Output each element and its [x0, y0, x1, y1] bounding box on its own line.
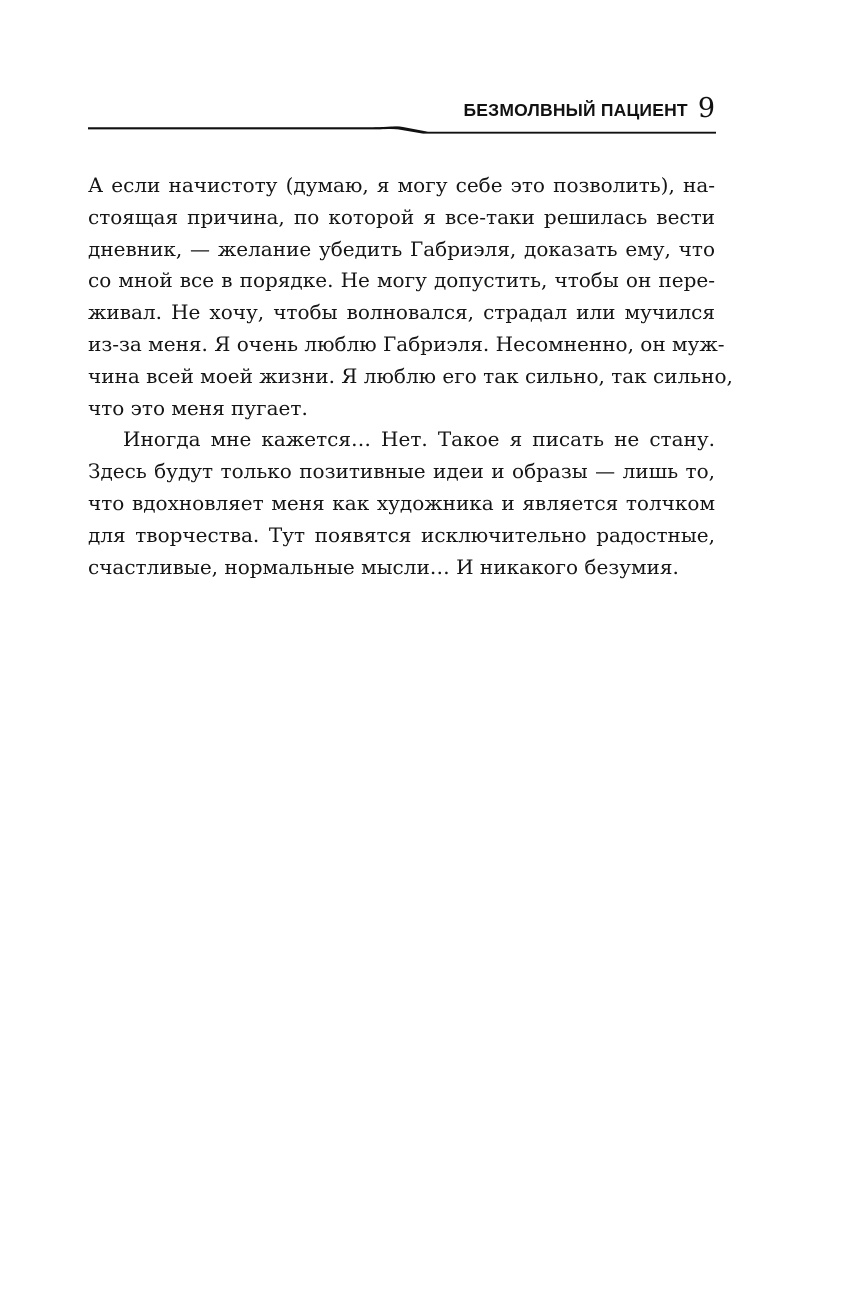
header-rule: [88, 125, 716, 135]
text-line: живал. Не хочу, чтобы волновался, страдал или мучился: [88, 300, 715, 325]
running-head: [464, 92, 715, 123]
text-line: счастливые, нормальные мысли… И никакого безумия.: [88, 554, 679, 579]
text-line: Здесь будут только позитивные идеи и образы — лишь то,: [88, 459, 715, 484]
text-line: А если начистоту (думаю, я могу себе это позволить), на-: [88, 173, 715, 197]
text-line: что это меня пугает.: [88, 395, 308, 420]
paragraph: [88, 424, 715, 583]
text-line: из-за меня. Я очень люблю Габриэля. Несомненно, он муж-: [88, 331, 725, 356]
text-line: что вдохновляет меня как художника и является толчком: [88, 490, 715, 515]
text-line: стоящая причина, по которой я все-таки решилась вести: [88, 204, 715, 229]
running-title: БЕЗМОЛВНЫЙ ПАЦИЕНТ: [463, 100, 688, 120]
page-number: 9: [697, 93, 715, 124]
body-text: [88, 170, 733, 583]
text-line: чина всей моей жизни. Я люблю его так сильно, так сильно,: [88, 363, 733, 388]
text-line: дневник, — желание убедить Габриэля, доказать ему, что: [88, 236, 715, 261]
paragraph: [88, 170, 733, 424]
text-line: Иногда мне кажется… Нет. Такое я писать не стану.: [123, 427, 715, 452]
text-line: для творчества. Тут появятся исключительно радостные,: [88, 522, 715, 547]
text-line: со мной все в порядке. Не могу допустить, чтобы он пере-: [88, 268, 715, 293]
